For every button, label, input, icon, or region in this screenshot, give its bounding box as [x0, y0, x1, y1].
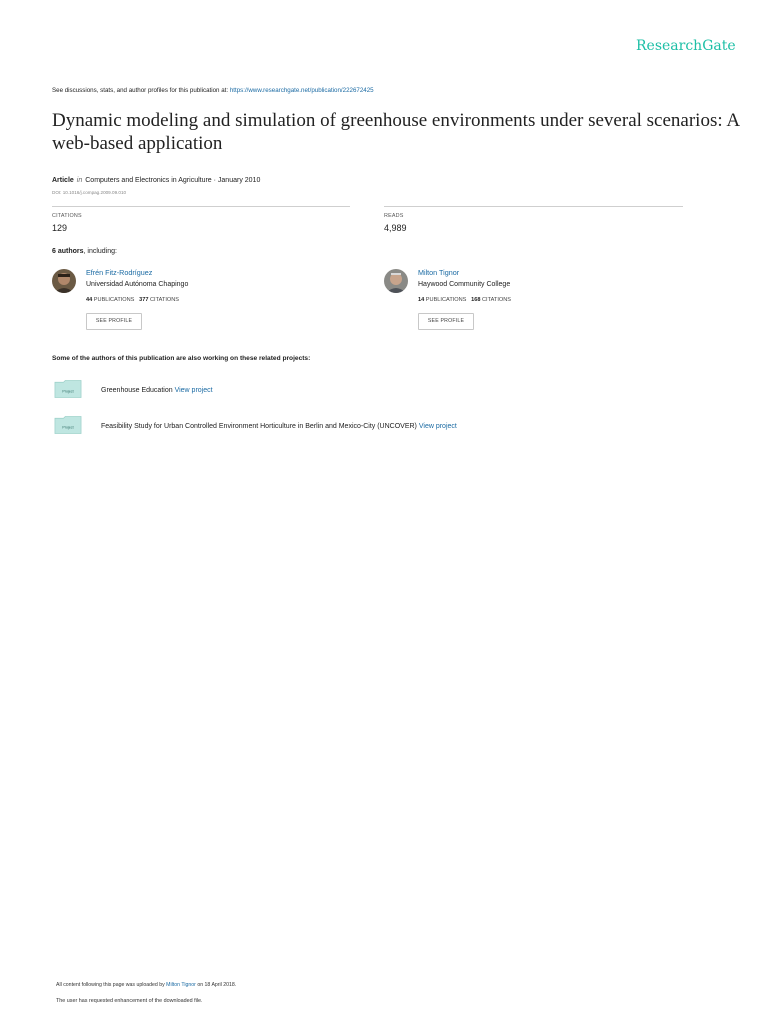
see-profile-button[interactable]: SEE PROFILE: [86, 313, 142, 330]
citations-label: CITATIONS: [52, 213, 82, 219]
author-publications-count: 44: [86, 297, 93, 303]
author-institution: Haywood Community College: [418, 281, 511, 288]
project-icon-label: Project: [62, 425, 74, 430]
author-photo-icon: [52, 269, 76, 293]
author-citations-count: 168: [471, 297, 481, 303]
divider-citations: [52, 206, 350, 207]
reads-value: 4,989: [384, 223, 407, 233]
discussion-line: [52, 87, 374, 94]
view-project-link[interactable]: View project: [418, 423, 457, 430]
related-projects-heading: Some of the authors of this publication are also working on these related projects:: [52, 355, 311, 362]
author-avatar[interactable]: [384, 269, 408, 293]
reads-label: READS: [384, 213, 404, 219]
project-icon-label: Project: [62, 389, 74, 394]
in-word: in: [76, 177, 83, 184]
author-citations-label: CITATIONS: [150, 297, 180, 303]
project-name: Greenhouse Education: [101, 387, 173, 394]
article-type: Article: [52, 177, 74, 184]
upload-suffix: on 18 April 2018.: [195, 982, 237, 988]
author-stats: [86, 297, 179, 303]
journal-date: Computers and Electronics in Agriculture · January 2010: [85, 177, 261, 184]
uploader-link[interactable]: Milton Tignor: [166, 982, 196, 988]
author-citations-count: 377: [139, 297, 149, 303]
divider-reads: [384, 206, 683, 207]
upload-note: [56, 982, 236, 988]
author-publications-count: 14: [418, 297, 425, 303]
project-folder-icon[interactable]: [53, 380, 83, 398]
author-avatar[interactable]: [52, 269, 76, 293]
author-stats: [418, 297, 511, 303]
upload-prefix: All content following this page was uploaded by: [56, 982, 167, 988]
author-publications-label: PUBLICATIONS: [425, 297, 467, 303]
project-folder-icon[interactable]: [53, 416, 83, 434]
authors-count: 6 authors: [52, 248, 84, 255]
article-doi: DOI: 10.1016/j.compag.2009.09.010: [52, 190, 127, 195]
project-item: [101, 423, 457, 430]
discussion-prefix: See discussions, stats, and author profiles for this publication at:: [52, 87, 230, 94]
author-photo-icon: [384, 269, 408, 293]
publication-url-link[interactable]: https://www.researchgate.net/publication/222672425: [229, 87, 374, 94]
project-name: Feasibility Study for Urban Controlled Environment Horticulture in Berlin and Mexico-City (UNCOVER): [101, 423, 417, 430]
author-institution: Universidad Autónoma Chapingo: [86, 281, 189, 288]
article-title: Dynamic modeling and simulation of greenhouse environments under several scenarios: A web-based application: [52, 110, 739, 154]
enhancement-note: The user has requested enhancement of the downloaded file.: [56, 998, 203, 1004]
researchgate-logo[interactable]: ResearchGate: [636, 38, 736, 54]
project-item: [101, 387, 213, 394]
article-meta: [52, 177, 260, 184]
author-name-link[interactable]: Milton Tignor: [418, 268, 460, 277]
authors-suffix: , including:: [83, 248, 117, 255]
view-project-link[interactable]: View project: [174, 387, 213, 394]
citations-value: 129: [52, 223, 68, 233]
author-name-link[interactable]: Efrén Fitz-Rodríguez: [86, 268, 153, 277]
author-citations-label: CITATIONS: [482, 297, 512, 303]
authors-heading: [52, 248, 117, 255]
see-profile-button[interactable]: SEE PROFILE: [418, 313, 474, 330]
author-publications-label: PUBLICATIONS: [93, 297, 135, 303]
